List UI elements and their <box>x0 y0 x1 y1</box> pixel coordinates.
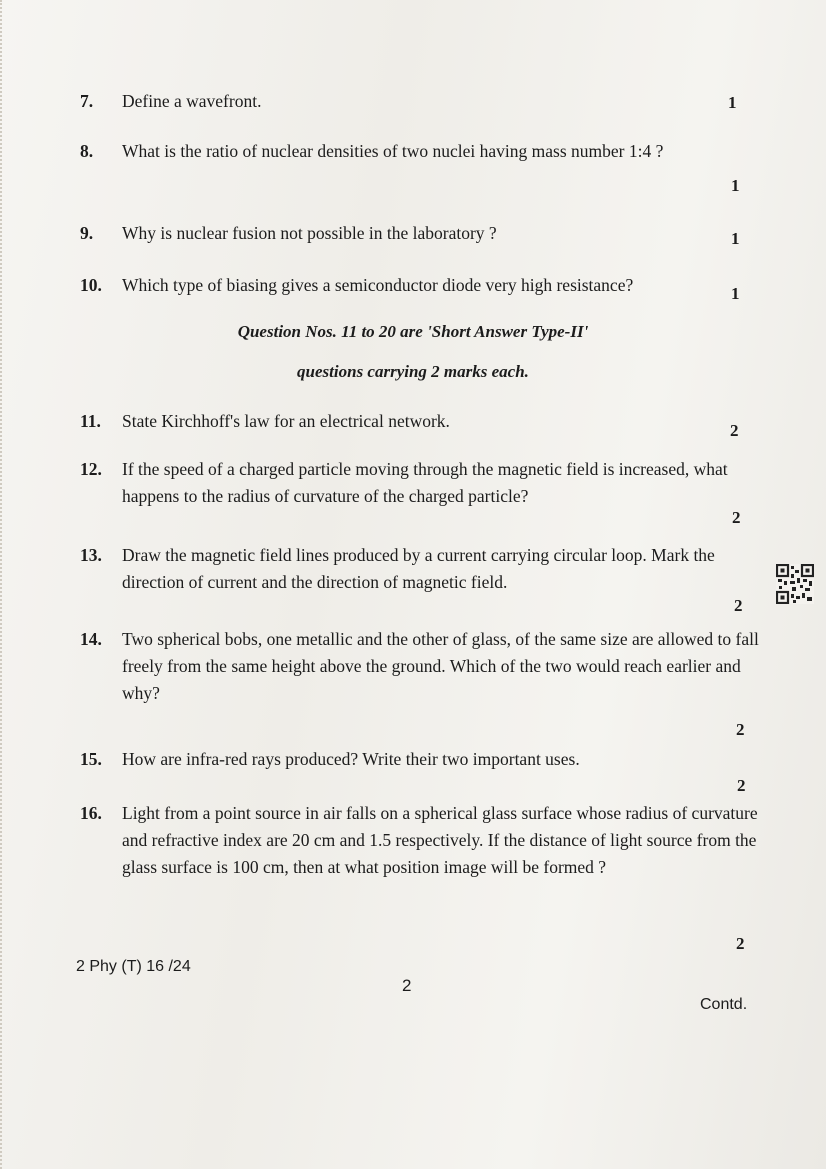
question-text: Two spherical bobs, one metallic and the other of glass, of the same size are allowed to fall freely from the same height above the ground. Which of the two would reach earlier and why? <box>122 629 759 704</box>
question-15 <box>80 746 760 773</box>
question-marks: 2 <box>737 776 746 795</box>
question-10 <box>80 272 760 299</box>
question-marks: 1 <box>731 284 740 303</box>
page-edge <box>0 0 6 1169</box>
section-subheading: questions carrying 2 marks each. <box>297 362 529 381</box>
question-8 <box>80 138 760 165</box>
question-11 <box>80 408 760 435</box>
question-number: 12. <box>80 459 102 479</box>
question-12 <box>80 456 760 510</box>
question-text: Why is nuclear fusion not possible in the laboratory ? <box>122 223 497 243</box>
question-number: 11. <box>80 411 101 431</box>
question-number: 15. <box>80 749 102 769</box>
question-marks: 1 <box>728 93 737 112</box>
question-7 <box>80 88 760 115</box>
question-number: 8. <box>80 141 94 161</box>
question-14 <box>80 626 760 707</box>
question-number: 14. <box>80 629 102 649</box>
question-number: 13. <box>80 545 102 565</box>
question-text: How are infra-red rays produced? Write their two important uses. <box>122 749 580 769</box>
question-marks: 2 <box>734 596 743 615</box>
question-number: 9. <box>80 223 94 243</box>
question-marks: 2 <box>730 421 739 440</box>
paper-code: 2 Phy (T) 16 /24 <box>76 958 191 975</box>
question-text: If the speed of a charged particle moving through the magnetic field is increased, what happens to the radius of curvature of the charged particle? <box>122 459 728 507</box>
question-number: 16. <box>80 803 102 823</box>
question-marks: 2 <box>736 720 745 739</box>
question-16 <box>80 800 760 881</box>
question-text: Which type of biasing gives a semiconductor diode very high resistance? <box>122 275 634 295</box>
qr-code-icon <box>776 564 814 604</box>
question-marks: 1 <box>731 229 740 248</box>
question-text: Draw the magnetic field lines produced by a current carrying circular loop. Mark the direction of current and the direction of magnetic field. <box>122 545 715 593</box>
question-marks: 2 <box>736 934 745 953</box>
question-text: Light from a point source in air falls on a spherical glass surface whose radius of curvature and refractive index are 20 cm and 1.5 respectively. If the distance of light source from the glass surface is 100 cm, then at what position image will be formed ? <box>122 803 758 878</box>
question-number: 7. <box>80 91 94 111</box>
question-text: State Kirchhoff's law for an electrical network. <box>122 411 450 431</box>
page-number: 2 <box>402 976 412 995</box>
question-number: 10. <box>80 275 102 295</box>
question-marks: 1 <box>731 176 740 195</box>
question-marks: 2 <box>732 508 741 527</box>
question-9 <box>80 220 760 247</box>
question-13 <box>80 542 760 596</box>
question-text: What is the ratio of nuclear densities of two nuclei having mass number 1:4 ? <box>122 141 664 161</box>
question-text: Define a wavefront. <box>122 91 262 111</box>
continued-label: Contd. <box>700 996 748 1013</box>
section-heading: Question Nos. 11 to 20 are 'Short Answer Type-II' <box>237 322 589 341</box>
